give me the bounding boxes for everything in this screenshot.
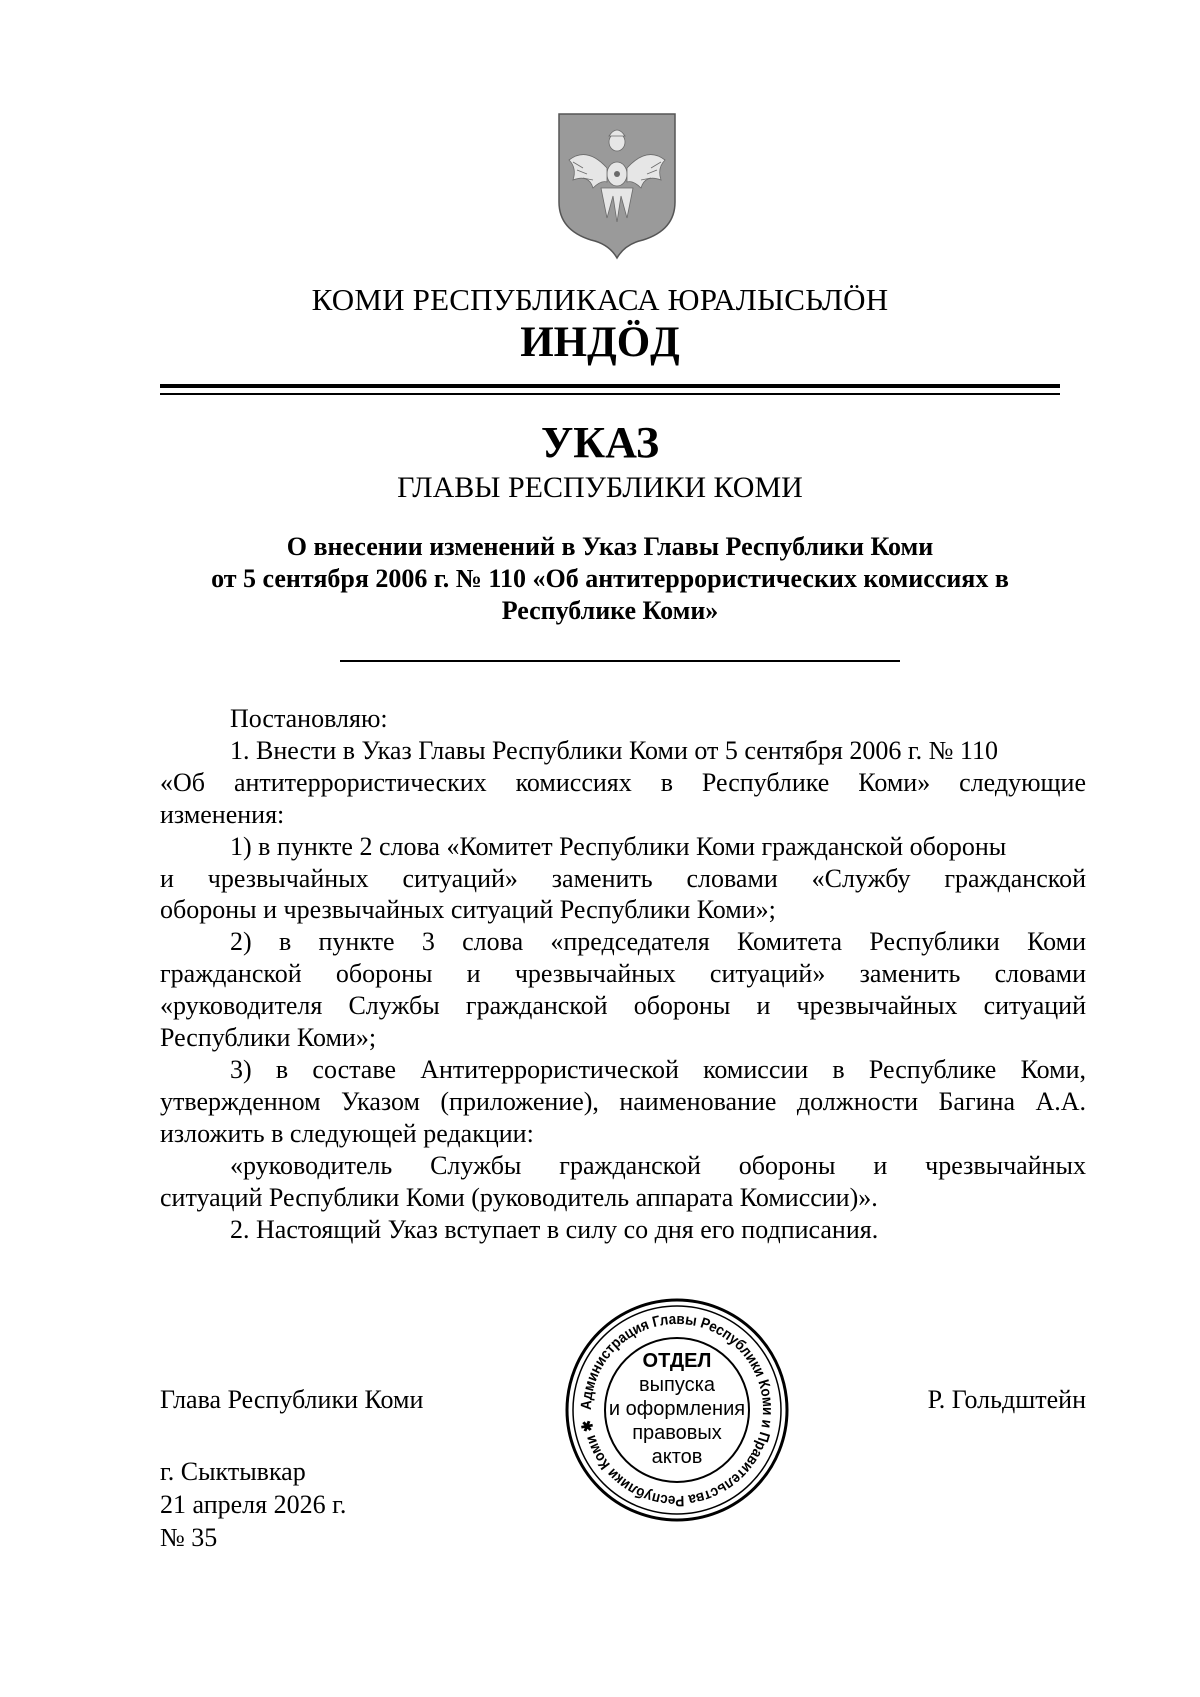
document-type: УКАЗ <box>540 418 660 467</box>
date: 21 апреля 2026 г. <box>160 1490 347 1519</box>
body-line: 1. Внести в Указ Главы Республики Коми от 5 сентября 2006 г. № 110 <box>230 735 998 765</box>
signer-position: Глава Республики Коми <box>160 1385 424 1414</box>
document-issuer: ГЛАВЫ РЕСПУБЛИКИ КОМИ <box>397 471 803 504</box>
body-line: 2) в пункте 3 слова «председателя Комитета Республики Коми <box>230 927 1086 957</box>
document-number: № 35 <box>160 1523 218 1552</box>
komi-authority-title: КОМИ РЕСПУБЛИКАСА ЮРАЛЫСЬЛӦН <box>311 282 889 317</box>
stamp-ring-text: Администрация Главы Республики Коми и Правительства Республики Коми ✱ <box>577 1310 777 1510</box>
stamp-center-line: актов <box>651 1446 703 1468</box>
document-body <box>160 703 1086 1245</box>
komi-document-title: ИНДӦД <box>520 319 680 366</box>
stamp-center-line: выпуска <box>639 1374 715 1396</box>
body-line: и чрезвычайных ситуаций» заменить словами «Службу гражданской <box>160 863 1086 893</box>
heading-line: О внесении изменений в Указ Главы Республики Коми <box>286 532 934 561</box>
body-line: гражданской обороны и чрезвычайных ситуаций» заменить словами <box>160 959 1086 989</box>
body-line: «Об антитеррористических комиссиях в Республике Коми» следующие <box>160 767 1086 797</box>
body-line: утвержденном Указом (приложение), наименование должности Багина А.А. <box>160 1086 1086 1116</box>
stamp-center-line: правовых <box>632 1422 722 1444</box>
city: г. Сыктывкар <box>160 1457 306 1486</box>
stamp-center-line: и оформления <box>608 1398 746 1420</box>
document-heading <box>150 531 1070 627</box>
place-date-block <box>160 1455 346 1554</box>
heading-line: Республике Коми» <box>501 596 719 625</box>
body-line: «руководителя Службы гражданской обороны и чрезвычайных ситуаций <box>160 991 1086 1021</box>
body-line: 3) в составе Антитеррористической комиссии в Республике Коми, <box>230 1054 1086 1084</box>
body-line: изменения: <box>160 799 285 829</box>
coat-of-arms-emblem <box>553 110 681 260</box>
body-line: 2. Настоящий Указ вступает в силу со дня его подписания. <box>230 1214 879 1244</box>
heading-underline <box>340 660 900 662</box>
body-line: обороны и чрезвычайных ситуаций Республики Коми»; <box>160 895 776 925</box>
body-line: Республики Коми»; <box>160 1023 377 1053</box>
body-line: «руководитель Службы гражданской обороны и чрезвычайных <box>230 1150 1086 1180</box>
header-divider-thin <box>160 393 1060 395</box>
body-line: Постановляю: <box>230 704 388 733</box>
stamp-center-line: ОТДЕЛ <box>642 1350 712 1372</box>
heading-line: от 5 сентября 2006 г. № 110 «Об антитеррористических комиссиях в <box>211 564 1009 593</box>
signer-name: Р. Гольдштейн <box>927 1385 1086 1414</box>
header-divider-thick <box>160 384 1060 388</box>
body-line: 1) в пункте 2 слова «Комитет Республики Коми гражданской обороны <box>230 831 1007 861</box>
body-line: ситуаций Республики Коми (руководитель аппарата Комиссии)». <box>160 1182 878 1212</box>
body-line: изложить в следующей редакции: <box>160 1118 534 1148</box>
official-stamp <box>562 1295 792 1525</box>
